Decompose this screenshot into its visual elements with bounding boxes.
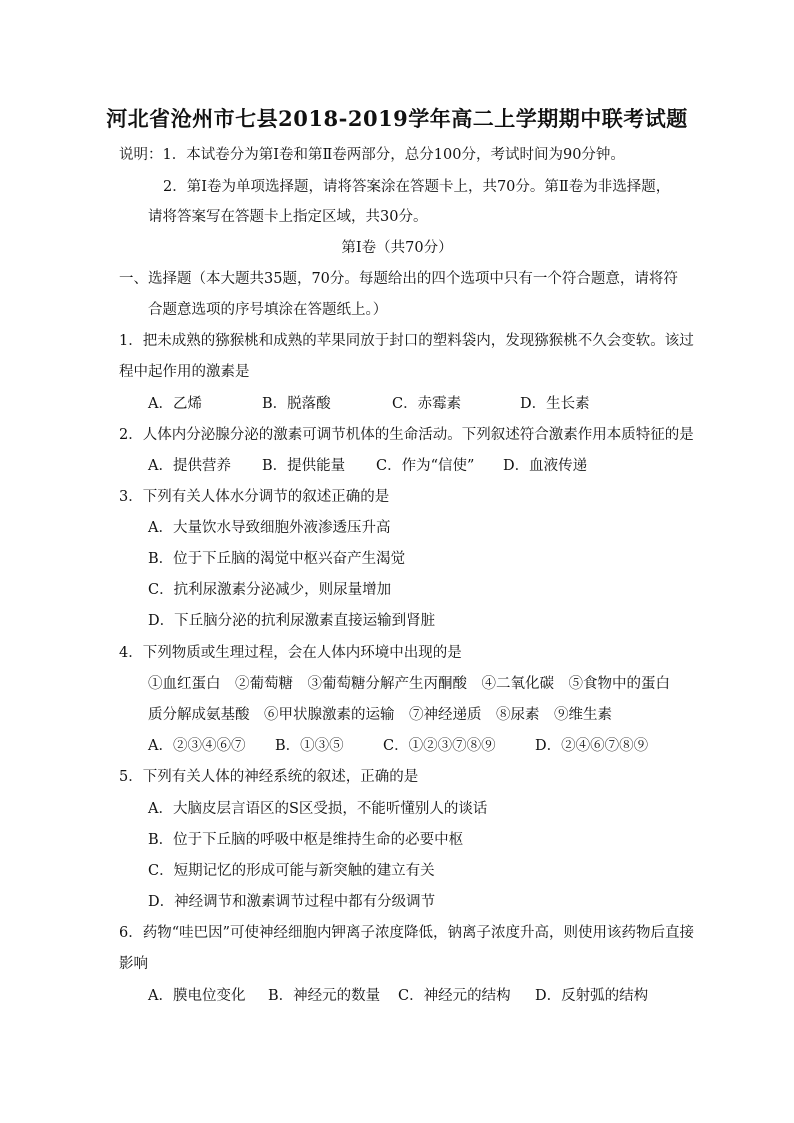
q3-option-a: A．大量饮水导致细胞外液渗透压升高	[148, 520, 391, 536]
q5-stem: 5．下列有关人体的神经系统的叙述，正确的是	[119, 769, 419, 785]
q3-option-b: B．位于下丘脑的渴觉中枢兴奋产生渴觉	[148, 551, 406, 567]
q4-items-line-2: 质分解成氨基酸 ⑥甲状腺激素的运输 ⑦神经递质 ⑧尿素 ⑨维生素	[148, 707, 612, 723]
note-1: 说明：1．本试卷分为第Ⅰ卷和第Ⅱ卷两部分，总分100分，考试时间为90分钟。	[119, 147, 625, 163]
exam-title: 河北省沧州市七县2018-2019学年高二上学期期中联考试题	[106, 106, 688, 131]
q4-option-a: A．②③④⑥⑦	[148, 738, 246, 754]
q2-option-d: D．血液传递	[503, 458, 588, 474]
note-2-line-2: 请将答案写在答题卡上指定区域，共30分。	[148, 209, 428, 225]
q4-items-line-1: ①血红蛋白 ②葡萄糖 ③葡萄糖分解产生丙酮酸 ④二氧化碳 ⑤食物中的蛋白	[148, 676, 670, 692]
q4-option-d: D．②④⑥⑦⑧⑨	[535, 738, 649, 754]
q6-option-a: A．膜电位变化	[148, 988, 246, 1004]
q3-stem: 3．下列有关人体水分调节的叙述正确的是	[119, 489, 390, 505]
q3-option-c: C．抗利尿激素分泌减少，则尿量增加	[148, 582, 392, 598]
q6-option-b: B．神经元的数量	[268, 988, 381, 1004]
q4-stem: 4．下列物质或生理过程，会在人体内环境中出现的是	[119, 645, 462, 661]
note-2-line-1: 2．第Ⅰ卷为单项选择题，请将答案涂在答题卡上，共70分。第Ⅱ卷为非选择题，	[163, 179, 671, 195]
q2-stem: 2．人体内分泌腺分泌的激素可调节机体的生命活动。下列叙述符合激素作用本质特征的是	[119, 427, 694, 443]
q3-option-d: D．下丘脑分泌的抗利尿激素直接运输到肾脏	[148, 613, 436, 629]
q5-option-c: C．短期记忆的形成可能与新突触的建立有关	[148, 863, 435, 879]
q1-option-b: B．脱落酸	[262, 396, 331, 412]
q6-option-c: C．神经元的结构	[398, 988, 511, 1004]
q5-option-d: D．神经调节和激素调节过程中都有分级调节	[148, 894, 436, 910]
q4-option-b: B．①③⑤	[275, 738, 344, 754]
q5-option-a: A．大脑皮层言语区的S区受损，不能听懂别人的谈话	[148, 801, 488, 817]
q2-option-c: C．作为“信使”	[376, 458, 475, 474]
q6-option-d: D．反射弧的结构	[535, 988, 649, 1004]
q4-option-c: C．①②③⑦⑧⑨	[383, 738, 496, 754]
q2-option-a: A．提供营养	[148, 458, 231, 474]
q1-stem-line-2: 程中起作用的激素是	[119, 364, 250, 380]
part1-heading-line-1: 一、选择题（本大题共35题，70分。每题给出的四个选项中只有一个符合题意，请将符	[119, 271, 678, 287]
q5-option-b: B．位于下丘脑的呼吸中枢是维持生命的必要中枢	[148, 832, 464, 848]
section-title: 第Ⅰ卷（共70分）	[341, 240, 453, 256]
q1-option-a: A．乙烯	[148, 396, 202, 412]
q1-stem-line-1: 1．把未成熟的猕猴桃和成熟的苹果同放于封口的塑料袋内，发现猕猴桃不久会变软。该过	[119, 333, 694, 349]
q6-stem-line-1: 6．药物“哇巴因”可使神经细胞内钾离子浓度降低，钠离子浓度升高，则使用该药物后直接	[119, 925, 695, 941]
part1-heading-line-2: 合题意选项的序号填涂在答题纸上。）	[148, 302, 388, 318]
q1-option-d: D．生长素	[520, 396, 590, 412]
q2-option-b: B．提供能量	[262, 458, 346, 474]
q1-option-c: C．赤霉素	[392, 396, 462, 412]
q6-stem-line-2: 影响	[119, 956, 148, 972]
